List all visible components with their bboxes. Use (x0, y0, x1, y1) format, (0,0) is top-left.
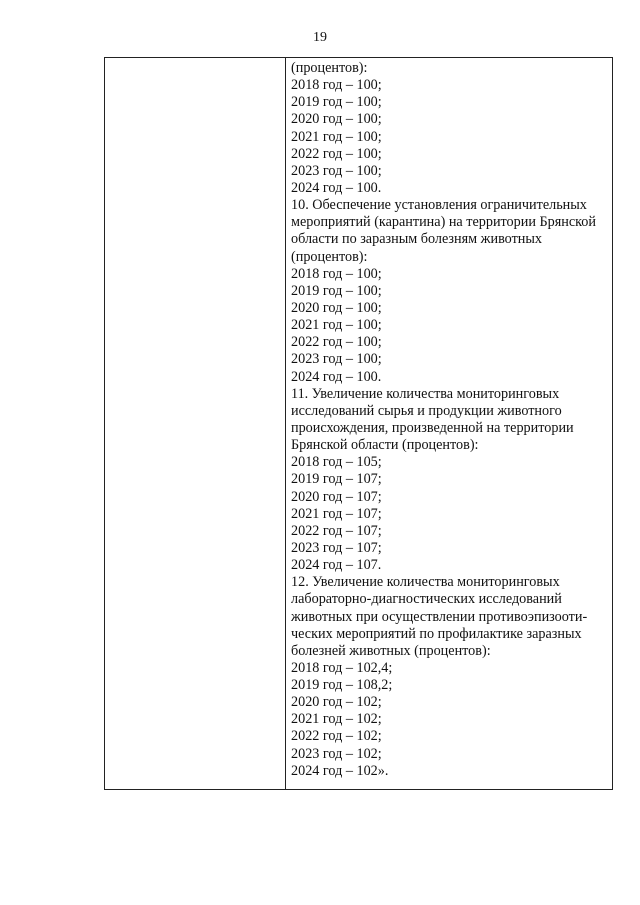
text-line: болезней животных (процентов): (291, 642, 491, 659)
text-line: 2023 год – 102; (291, 745, 382, 762)
text-line: 2018 год – 102,4; (291, 659, 393, 676)
text-line: 2021 год – 100; (291, 317, 382, 334)
text-line: 2024 год – 102». (291, 762, 389, 779)
text-line: 2023 год – 100; (291, 351, 382, 368)
text-line: 2024 год – 100. (291, 179, 382, 196)
text-line: 11. Увеличение количества мониторинговых (291, 385, 560, 402)
text-line: 10. Обеспечение установления ограничительных (291, 197, 587, 214)
text-line: 2021 год – 100; (291, 128, 382, 145)
text-line: 2020 год – 100; (291, 299, 382, 316)
text-line: 2024 год – 100. (291, 368, 382, 385)
text-line: 2022 год – 102; (291, 728, 382, 745)
table-right-column (286, 58, 612, 789)
text-line: 2024 год – 107. (291, 557, 382, 574)
text-line: 2020 год – 102; (291, 694, 382, 711)
text-line: 12. Увеличение количества мониторинговых (291, 574, 560, 591)
text-line: Брянской области (процентов): (291, 437, 479, 454)
text-line: 2018 год – 105; (291, 454, 382, 471)
text-line: 2023 год – 100; (291, 162, 382, 179)
text-line: 2022 год – 107; (291, 522, 382, 539)
text-line: 2019 год – 108,2; (291, 677, 393, 694)
text-line: области по заразным болезням животных (291, 231, 542, 248)
text-line: 2019 год – 107; (291, 471, 382, 488)
text-line: ческих мероприятий по профилактике заразных (291, 625, 582, 642)
text-line: исследований сырья и продукции животного (291, 402, 562, 419)
text-line: 2021 год – 107; (291, 505, 382, 522)
text-line: (процентов): (291, 248, 368, 265)
text-line: животных при осуществлении противоэпизооти- (291, 608, 588, 625)
text-line: 2022 год – 100; (291, 145, 382, 162)
text-line: 2023 год – 107; (291, 539, 382, 556)
text-line: (процентов): (291, 60, 368, 76)
text-line: 2019 год – 100; (291, 282, 382, 299)
text-line: 2020 год – 100; (291, 111, 382, 128)
text-line: мероприятий (карантина) на территории Брянской (291, 214, 596, 231)
document-table (104, 57, 613, 790)
text-line: 2018 год – 100; (291, 77, 382, 94)
text-line: происхождения, произведенной на территории (291, 419, 574, 436)
text-line: лабораторно-диагностических исследований (291, 591, 562, 608)
table-left-column (105, 58, 286, 789)
text-line: 2018 год – 100; (291, 265, 382, 282)
text-line: 2021 год – 102; (291, 711, 382, 728)
text-line: 2019 год – 100; (291, 94, 382, 111)
text-line: 2022 год – 100; (291, 334, 382, 351)
text-line: 2020 год – 107; (291, 488, 382, 505)
page-number: 19 (313, 30, 327, 45)
